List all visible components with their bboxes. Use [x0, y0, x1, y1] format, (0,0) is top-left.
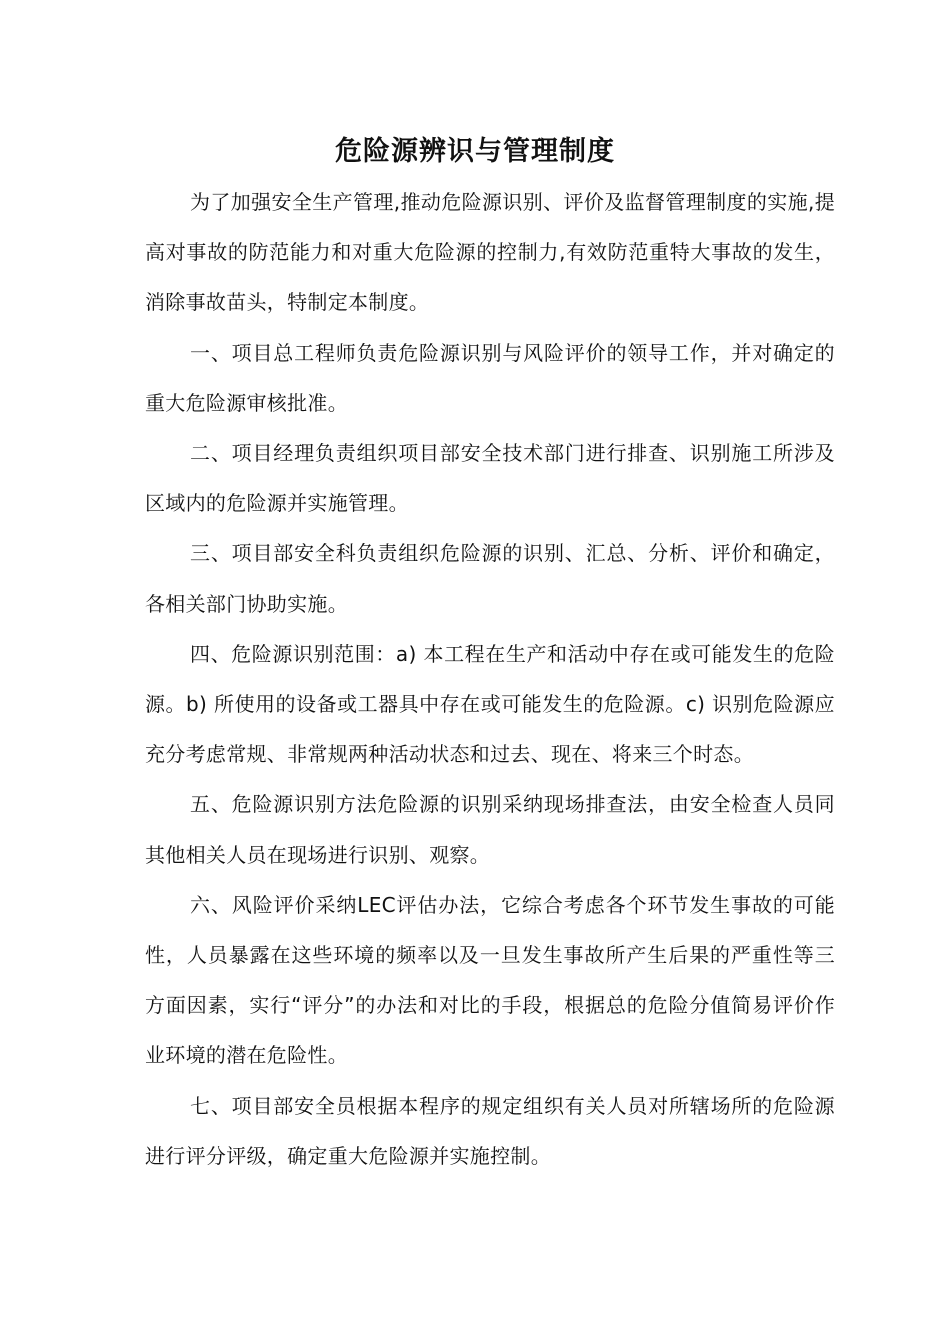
clause-4-paragraph: 四、危险源识别范围：a) 本工程在生产和活动中存在或可能发生的危险源。b) 所使用的设备或工器具中存在或可能发生的危险源。c) 识别危险源应充分考虑常规、非常规两种活动状态和过去、现在、将来三个时态。 — [145, 641, 835, 767]
clause-3-paragraph: 三、项目部安全科负责组织危险源的识别、汇总、分析、评价和确定，各相关部门协助实施。 — [145, 541, 835, 616]
intro-paragraph: 为了加强安全生产管理,推动危险源识别、评价及监督管理制度的实施,提高对事故的防范能力和对重大危险源的控制力,有效防范重特大事故的发生，消除事故苗头，特制定本制度。 — [145, 190, 835, 315]
clause-1-paragraph: 一、项目总工程师负责危险源识别与风险评价的领导工作，并对确定的重大危险源审核批准。 — [145, 340, 835, 415]
document-body — [145, 177, 835, 1181]
document-title: 危险源辨识与管理制度 — [335, 136, 615, 167]
clause-6-paragraph: 六、风险评价采纳LEC评估办法，它综合考虑各个环节发生事故的可能性，人员暴露在这些环境的频率以及一旦发生事故所产生后果的严重性等三方面因素，实行“评分”的办法和对比的手段，根据总的危险分值简易评价作业环境的潜在危险性。 — [145, 892, 835, 1068]
clause-7-paragraph: 七、项目部安全员根据本程序的规定组织有关人员对所辖场所的危险源进行评分评级，确定重大危险源并实施控制。 — [145, 1093, 835, 1168]
clause-2-paragraph: 二、项目经理负责组织项目部安全技术部门进行排查、识别施工所涉及区域内的危险源并实施管理。 — [145, 441, 835, 516]
clause-5-paragraph: 五、危险源识别方法危险源的识别采纳现场排查法，由安全检查人员同其他相关人员在现场进行识别、观察。 — [145, 792, 835, 867]
